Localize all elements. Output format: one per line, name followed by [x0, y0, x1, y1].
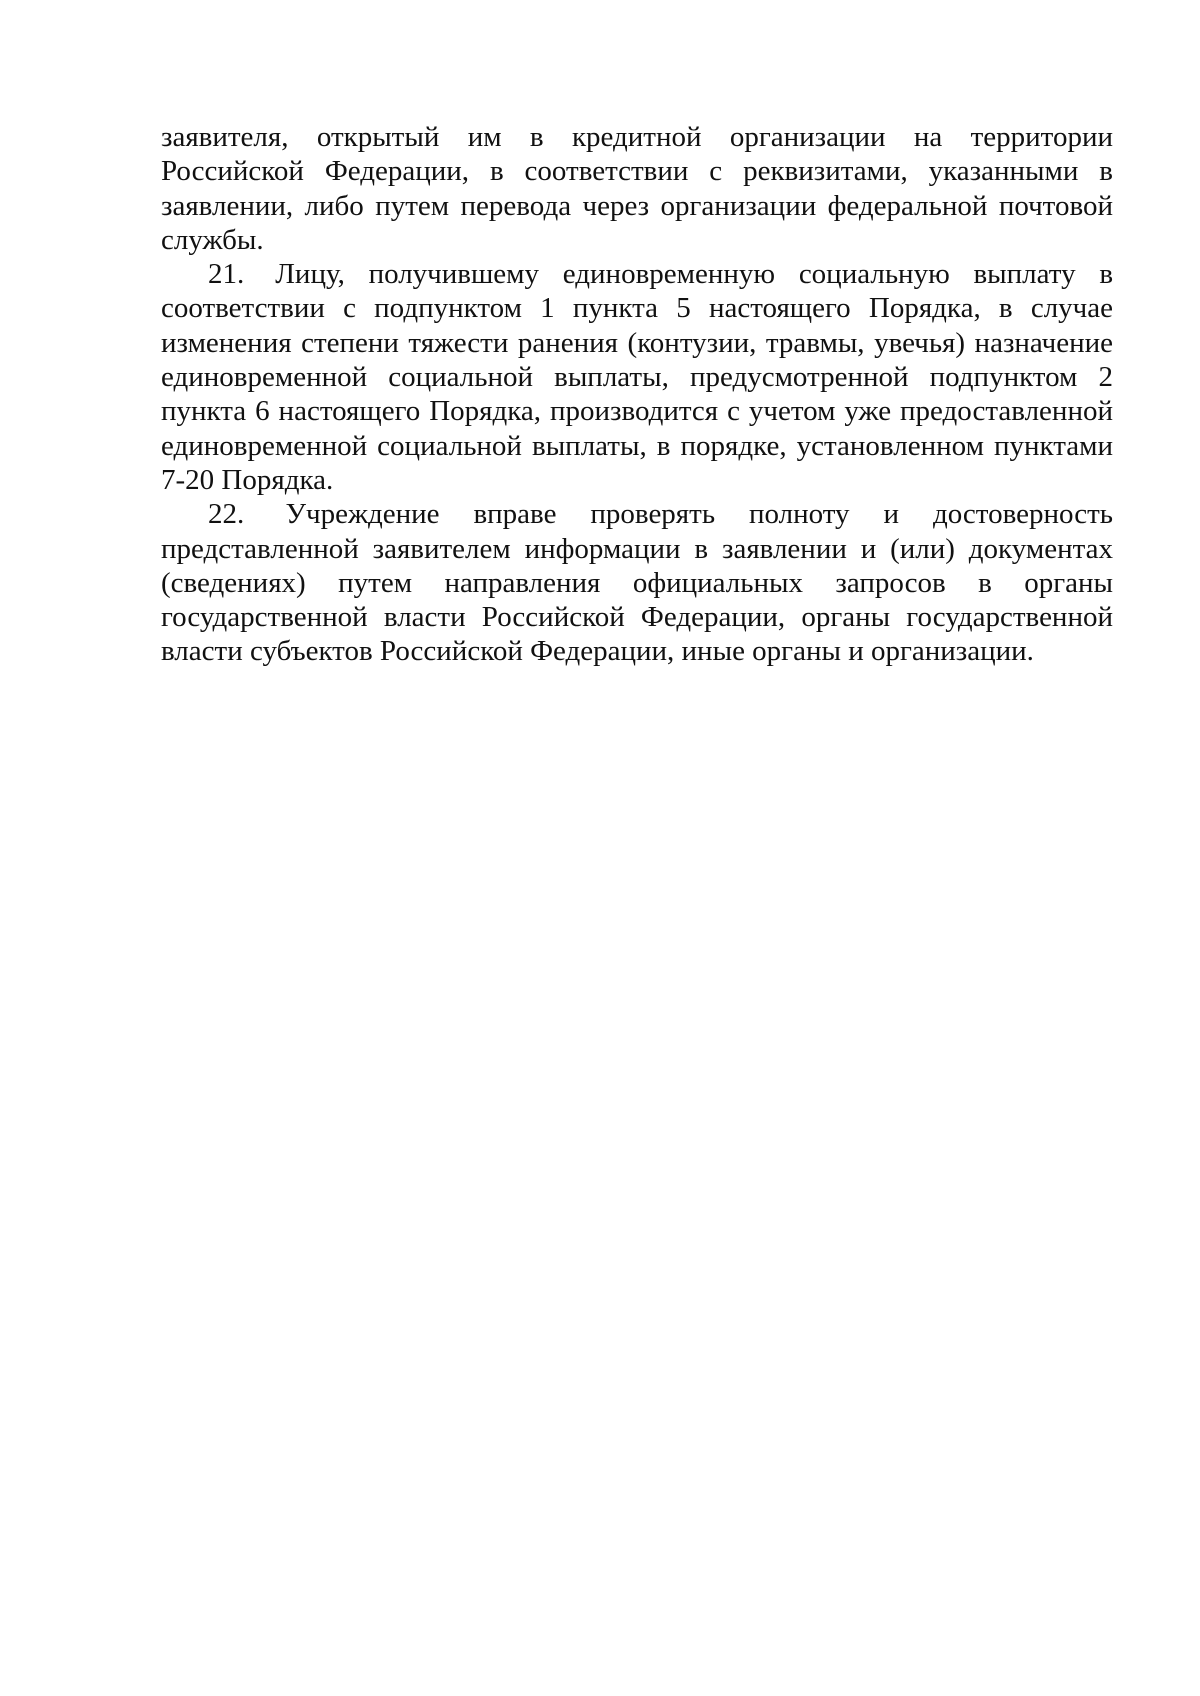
paragraph-text: Лицу, получившему единовременную социальную выплату в соответствии с подпунктом 1 пункта 5 настоящего Порядка, в случае изменения степени тяжести ранения (контузии, травмы, увечья) назначение единовременной социальной выплаты, предусмотренной подпунктом 2 пункта 6 настоящего Порядка, производится с учетом уже предоставленной единовременной социальной выплаты, в порядке, установленном пунктами 7-20 Порядка.: [161, 258, 1114, 496]
paragraph-number: 22.: [208, 498, 245, 531]
document-body: [161, 120, 1113, 669]
paragraph-22: [161, 497, 1113, 668]
paragraph-continuation: [161, 120, 1113, 257]
paragraph-21: [161, 257, 1113, 497]
paragraph-number: 21.: [208, 258, 245, 291]
paragraph-text: заявителя, открытый им в кредитной организации на территории Российской Федерации, в соответствии с реквизитами, указанными в заявлении, либо путем перевода через организации федеральной почтовой службы.: [161, 121, 1113, 256]
paragraph-text: Учреждение вправе проверять полноту и достоверность представленной заявителем информации в заявлении и (или) документах (сведениях) путем направления официальных запросов в органы государственной власти Российской Федерации, органы государственной власти субъектов Российской Федерации, иные органы и организации.: [161, 498, 1114, 668]
